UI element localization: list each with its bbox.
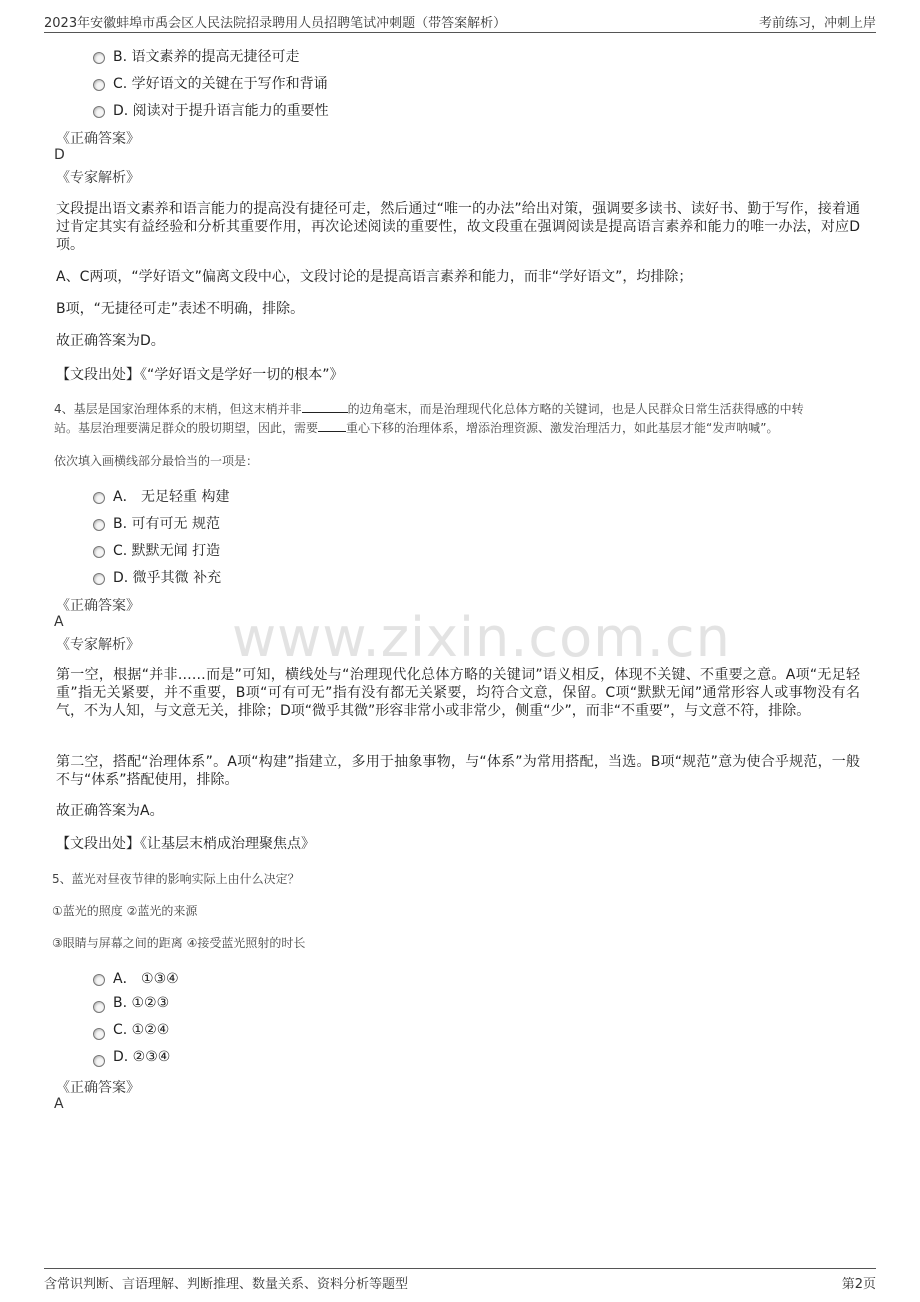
question-stem [54, 400, 804, 417]
source-citation: 【文段出处】《“学好语文是学好一切的根本”》 [56, 367, 344, 383]
question-prompt: 依次填入画横线部分最恰当的一项是： [54, 454, 259, 468]
fill-blank [302, 400, 348, 413]
question-stem [54, 419, 778, 436]
radio-icon[interactable] [93, 492, 105, 504]
option-a[interactable]: A． 无足轻重 构建 [113, 489, 230, 505]
stem-text: 站。基层治理要满足群众的殷切期望，因此，需要 [54, 421, 319, 435]
analysis-label: 《专家解析》 [56, 637, 140, 653]
fill-blank [318, 419, 346, 432]
document-title: 2023年安徽蚌埠市禹会区人民法院招录聘用人员招聘笔试冲刺题（带答案解析） [44, 16, 507, 31]
question-stem: 5、蓝光对昼夜节律的影响实际上由什么决定？ [52, 872, 300, 886]
analysis-paragraph: B项，“无捷径可走”表述不明确，排除。 [56, 301, 305, 317]
page-footer [44, 1268, 876, 1293]
stem-text: 重心下移的治理体系，增添治理资源、激发治理活力，如此基层才能“发声呐喊”。 [346, 421, 779, 435]
analysis-paragraph: 文段提出语文素养和语言能力的提高没有捷径可走，然后通过“唯一的办法”给出对策，强调要多读书、读好书、勤于写作，接着通过肯定其实有益经验和分析其重要作用，再次论述阅读的重要性，故文段重在强调阅读是提高语言素养和能力的唯一办法，对应D项。 [56, 201, 860, 253]
answer-value: A [54, 614, 64, 630]
source-citation: 【文段出处】《让基层末梢成治理聚焦点》 [56, 836, 315, 852]
analysis-paragraph: 故正确答案为D。 [56, 333, 165, 349]
answer-label: 《正确答案》 [56, 1080, 140, 1096]
radio-icon[interactable] [93, 52, 105, 64]
answer-value: A [54, 1096, 64, 1112]
stem-text: 的边角毫末，而是治理现代化总体方略的关键词，也是人民群众日常生活获得感的中转 [347, 402, 804, 416]
footer-note: 含常识判断、言语理解、判断推理、数量关系、资料分析等题型 [44, 1277, 409, 1292]
option-d[interactable]: D. 微乎其微 补充 [113, 570, 222, 586]
radio-icon[interactable] [93, 573, 105, 585]
radio-icon[interactable] [93, 1001, 105, 1013]
answer-label: 《正确答案》 [56, 131, 140, 147]
analysis-paragraph: 故正确答案为A。 [56, 803, 164, 819]
option-a[interactable]: A． ①③④ [113, 971, 179, 987]
radio-icon[interactable] [93, 1055, 105, 1067]
option-d[interactable]: D. 阅读对于提升语言能力的重要性 [113, 103, 329, 119]
analysis-paragraph: 第二空，搭配“治理体系”。A项“构建”指建立，多用于抽象事物，与“体系”为常用搭配，当选。B项“规范”意为使合乎规范，一般不与“体系”搭配使用，排除。 [56, 754, 860, 788]
option-c[interactable]: C. 学好语文的关键在于写作和背诵 [113, 76, 328, 92]
radio-icon[interactable] [93, 106, 105, 118]
stem-text: 4、基层是国家治理体系的末梢，但这末梢并非 [54, 402, 302, 416]
question-item: ③眼睛与屏幕之间的距离 ④接受蓝光照射的时长 [52, 936, 306, 950]
answer-label: 《正确答案》 [56, 598, 140, 614]
watermark: www.zixin.com.cn [232, 606, 731, 669]
analysis-paragraph: A、C两项，“学好语文”偏离文段中心，文段讨论的是提高语言素养和能力，而非“学好语文”，均排除； [56, 269, 693, 285]
option-b[interactable]: B. ①②③ [113, 995, 170, 1011]
page-header [44, 10, 876, 33]
page-number: 第2页 [841, 1277, 876, 1292]
radio-icon[interactable] [93, 519, 105, 531]
option-c[interactable]: C. ①②④ [113, 1022, 170, 1038]
radio-icon[interactable] [93, 546, 105, 558]
radio-icon[interactable] [93, 79, 105, 91]
option-b[interactable]: B. 可有可无 规范 [113, 516, 220, 532]
analysis-paragraph: 第一空，根据“并非……而是”可知，横线处与“治理现代化总体方略的关键词”语义相反，体现不关键、不重要之意。A项“无足轻重”指无关紧要，并不重要，B项“可有可无”指有没有都无关紧要，均符合文意，保留。C项“默默无闻”通常形容人或事物没有名气，不为人知，与文意无关，排除；D项“微乎其微”形容非常小或非常少，侧重“少”，而非“不重要”，与文意不符，排除。 [56, 667, 860, 719]
question-item: ①蓝光的照度 ②蓝光的来源 [52, 904, 198, 918]
answer-value: D [54, 147, 65, 163]
option-b[interactable]: B. 语文素养的提高无捷径可走 [113, 49, 300, 65]
option-c[interactable]: C. 默默无闻 打造 [113, 543, 221, 559]
analysis-label: 《专家解析》 [56, 170, 140, 186]
radio-icon[interactable] [93, 974, 105, 986]
header-slogan: 考前练习，冲刺上岸 [758, 16, 876, 31]
option-d[interactable]: D. ②③④ [113, 1049, 171, 1065]
radio-icon[interactable] [93, 1028, 105, 1040]
